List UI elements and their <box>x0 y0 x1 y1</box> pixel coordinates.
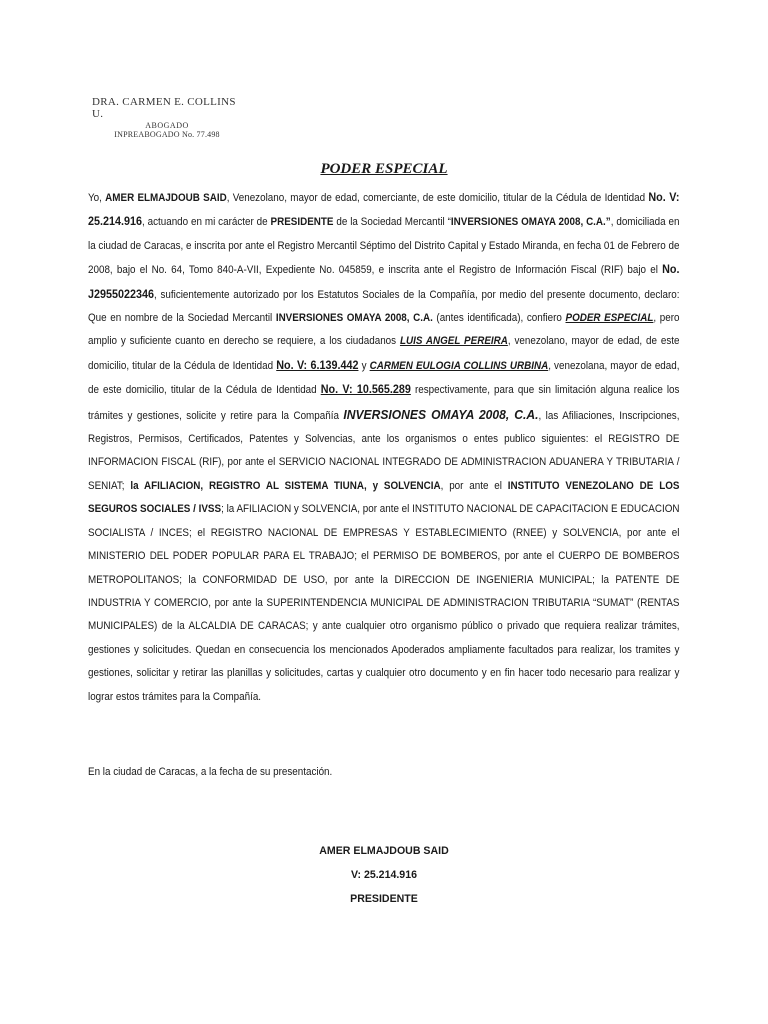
signature-name: AMER ELMAJDOUB SAID <box>319 845 449 857</box>
grantor-role: PRESIDENTE <box>270 216 334 229</box>
company-rif: No. J2955022346 <box>88 263 680 301</box>
signature-role: PRESIDENTE <box>350 893 418 905</box>
signature-block <box>0 839 768 911</box>
body-bold-segment: la AFILIACION, REGISTRO AL SISTEMA TIUNA, y SOLVENCIA <box>130 479 441 492</box>
body-bold-segment: INSTITUTO VENEZOLANO DE LOS SEGUROS SOCIALES / IVSS <box>88 479 680 516</box>
body-text-segment: (antes identificada), confiero <box>432 312 566 325</box>
body-text-segment: , actuando en mi carácter de <box>141 216 271 229</box>
closing-line: En la ciudad de Caracas, a la fecha de su presentación. <box>88 766 333 778</box>
document-body <box>88 186 679 709</box>
body-text-segment: y <box>358 359 370 372</box>
power-type: PODER ESPECIAL <box>565 312 654 325</box>
body-text-segment: , suficientemente autorizado por los Estatutos Sociales de la Compañía, por medio del presente documento, declaro: Que en nombre de la Sociedad Mercantil <box>88 288 680 325</box>
body-paragraph <box>88 186 679 709</box>
body-text-segment: , pero amplio y suficiente cuanto en derecho se requiere, a los ciudadanos <box>88 312 680 348</box>
body-text-segment: , domiciliada en la ciudad de Caracas, e inscrita por ante el Registro Mercantil Séptimo del Distrito Capital y Estado Miranda, en fecha 01 de Febrero de 2008, bajo el No. 64, Tomo 840-A-VII, Expediente No. 045859, e inscrita ante el Registro de Información Fiscal (RIF) bajo el <box>88 216 680 277</box>
body-text-segment: , las Afiliaciones, Inscripciones, Registros, Permisos, Certificados, Patentes y Solvencias, ante los organismos o entes publico siguientes: el REGISTRO DE INFORMACION FISCAL (RIF), por ante el SERVICIO NACIONAL INTEGRADO DE ADMINISTRACION ADUANERA Y TRIBUTARIA / SENIAT; <box>88 409 680 492</box>
body-text-segment: respectivamente, para que sin limitación alguna realice los trámites y gestiones, solicite y retire para la Compañía <box>88 384 680 422</box>
letterhead-title: ABOGADO <box>145 121 189 130</box>
body-text-segment: , venezolana, mayor de edad, de este domicilio, titular de la Cédula de Identidad <box>88 359 680 397</box>
body-text-segment: Yo, <box>88 192 106 204</box>
attorney-2-id: No. V: 10.565.289 <box>320 383 411 397</box>
letterhead <box>92 96 242 139</box>
body-text-segment: ; la AFILIACION y SOLVENCIA, por ante el INSTITUTO NACIONAL DE CAPACITACION E EDUCACION SOCIALISTA / INCES; el REGISTRO NACIONAL DE EMPRESAS Y ESTABLECIMIENTO (RNEE) y SOLVENCIA, por ante el MINISTERIO DEL PODER POPULAR PARA EL TRABAJO; el PERMISO DE BOMBEROS, por ante el CUERPO DE BOMBEROS METROPOLITANOS; la CONFORMIDAD DE USO, por ante la DIRECCION DE INGENIERIA MUNICIPAL; la PATENTE DE INDUSTRIA Y COMERCIO, por ante la SUPERINTENDENCIA MUNICIPAL DE ADMINISTRACION TRIBUTARIA “SUMAT” (RENTAS MUNICIPALES) de la ALCALDIA DE CARACAS; y ante cualquier otro organismo público o privado que requiera realizar trámites, gestiones y solicitudes. Quedan en consecuencia los mencionados Apoderados ampliamente facultados para realizar, los tramites y gestiones, solicitar y retirar las planillas y solicitudes, cartas y cualquier otro documento y en fin hacer todo necesario para realizar y lograr estos trámites para la Compañía. <box>88 503 680 703</box>
document-title: PODER ESPECIAL <box>320 161 448 177</box>
body-text-segment: , por ante el <box>440 479 508 492</box>
grantor-id: No. V: 25.214.916 <box>88 191 680 229</box>
grantor-name: AMER ELMAJDOUB SAID <box>105 192 227 204</box>
attorney-1-name: LUIS ANGEL PEREIRA <box>399 335 508 348</box>
letterhead-name: DRA. CARMEN E. COLLINS U. <box>92 96 236 120</box>
body-text-segment: , Venezolano, mayor de edad, comerciante, de este domicilio, titular de la Cédula de Identidad <box>226 192 649 204</box>
company-name: INVERSIONES OMAYA 2008, C.A. <box>343 406 539 422</box>
letterhead-registration: INPREABOGADO No. 77.498 <box>114 130 220 139</box>
body-text-segment: de la Sociedad Mercantil “ <box>333 216 451 229</box>
company-name: INVERSIONES OMAYA 2008, C.A.” <box>450 216 611 229</box>
attorney-2-name: CARMEN EULOGIA COLLINS URBINA <box>369 359 549 372</box>
attorney-1-id: No. V: 6.139.442 <box>276 358 359 372</box>
signature-id: V: 25.214.916 <box>351 869 417 881</box>
body-text-segment: , venezolano, mayor de edad, de este domicilio, titular de la Cédula de Identidad <box>88 335 680 372</box>
company-name: INVERSIONES OMAYA 2008, C.A. <box>275 312 433 325</box>
